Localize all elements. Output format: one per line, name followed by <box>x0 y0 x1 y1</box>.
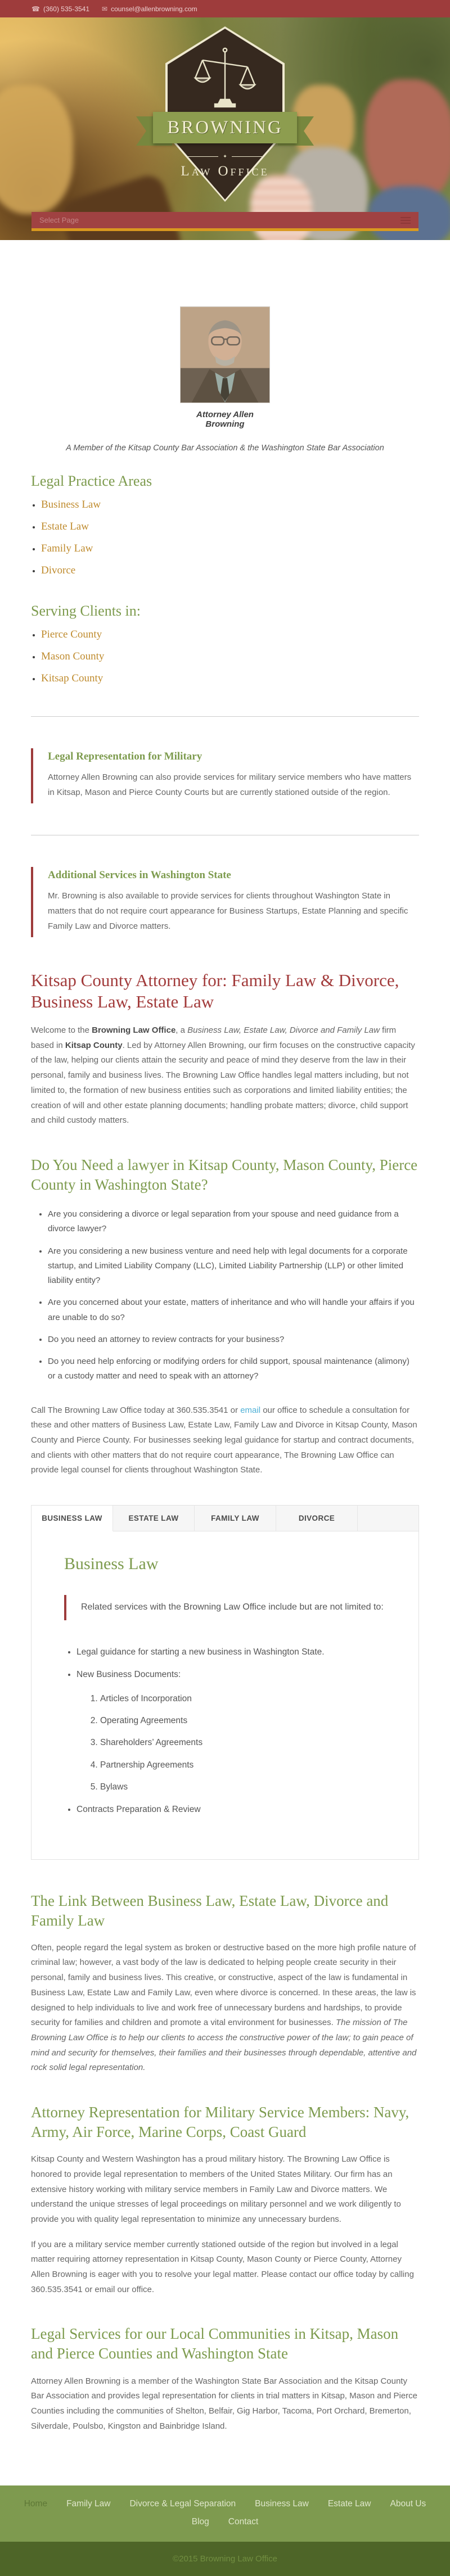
intro-bold-firm: Browning Law Office <box>92 1025 176 1036</box>
serving-clients-heading: Serving Clients in: <box>31 602 141 619</box>
list-item <box>41 672 419 685</box>
list-item <box>41 543 419 555</box>
related-services-callout <box>64 1595 402 1620</box>
phone-number: (360) 535-3541 <box>43 4 90 13</box>
practice-link-estate-law[interactable]: Estate Law <box>41 520 89 532</box>
phone-contact[interactable] <box>32 5 89 13</box>
footer-link-divorce-separation[interactable]: Divorce & Legal Separation <box>129 2499 236 2509</box>
intro-bold-county: Kitsap County <box>65 1040 123 1050</box>
email-link[interactable]: email <box>240 1405 261 1415</box>
list-item <box>41 650 419 663</box>
question-item: • Are you considering a divorce or legal separation from your spouse and need guidance from a divorce lawyer? <box>48 1207 419 1237</box>
mission-statement: The mission of The Browning Law Office is to help our clients to access the constructive power of the law; to gain peace of mind and security for themselves, their families and their businesses through dependable, attentive and rock solid legal representation. <box>31 2018 417 2073</box>
practice-areas-heading: Legal Practice Areas <box>31 473 152 489</box>
tab-business-law[interactable]: BUSINESS LAW <box>32 1506 113 1531</box>
document-item: 2. Operating Agreements <box>100 1714 402 1728</box>
cta-text: Call The Browning Law Office today at 360.535.3541 or <box>31 1405 241 1415</box>
bar-membership-line: A Member of the Kitsap County Bar Association & the Washington State Bar Association <box>66 444 384 453</box>
logo-ornament-divider: ✦ <box>165 153 285 160</box>
tab-bar <box>32 1506 418 1531</box>
county-link-pierce[interactable]: Pierce County <box>41 628 102 640</box>
phone-icon: ☎ <box>32 4 40 13</box>
footer-nav <box>0 2485 450 2542</box>
hamburger-menu-icon[interactable] <box>400 217 411 224</box>
military-callout <box>31 748 419 803</box>
practice-areas-list <box>31 499 419 577</box>
footer-link-blog[interactable]: Blog <box>191 2517 209 2527</box>
military-paragraph-1: Kitsap County and Western Washington has a proud military history. The Browning Law Office is honored to provide legal representation to members of the United States Military. Our firm has an extensive history working with military service members in Family Law and Divorce matters. We understand the unique stresses of legal proceedings on military personnel and we work diligently to provide you with quality legal representation to minimize any unnecessary burdens. <box>31 2154 401 2224</box>
document-item: 3. Shareholders’ Agreements <box>100 1736 402 1750</box>
service-item: • Contracts Preparation & Review <box>76 1802 402 1817</box>
footer-copyright-bar <box>0 2542 450 2576</box>
page-title: Kitsap County Attorney for: Family Law & Divorce, Business Law, Estate Law <box>31 970 399 1012</box>
list-item <box>41 629 419 641</box>
question-item: • Are you concerned about your estate, matters of inheritance and who will handle your affairs if you are unable to do so? <box>48 1295 419 1325</box>
section-divider <box>31 716 419 717</box>
callout-text: Related services with the Browning Law Office include but are not limited to: <box>81 1602 384 1612</box>
main-content <box>31 240 419 2434</box>
link-between-paragraph <box>31 1941 419 2076</box>
attorney-photo-caption: Attorney Allen Browning <box>196 410 254 429</box>
additional-services-callout <box>31 867 419 937</box>
scales-of-justice-icon <box>165 46 285 115</box>
hero-couple-photo-shirt <box>364 79 450 203</box>
practice-area-tabs <box>31 1505 419 1860</box>
intro-paragraph <box>31 1023 419 1128</box>
footer-link-about-us[interactable]: About Us <box>390 2499 426 2509</box>
hero-scales-photo <box>0 85 73 214</box>
tab-family-law[interactable]: FAMILY LAW <box>195 1506 276 1531</box>
callout-heading: Additional Services in Washington State <box>48 869 231 881</box>
email-contact[interactable] <box>102 5 197 13</box>
local-communities-heading: Legal Services for our Local Communities in Kitsap, Mason and Pierce Counties and Washington State <box>31 2325 399 2362</box>
footer-link-home[interactable]: Home <box>24 2499 48 2509</box>
footer-nav-row-1 <box>22 2499 428 2509</box>
question-item: • Do you need help enforcing or modifying orders for child support, spousal maintenance (alimony) or a custody matter and need to speak with an attorney? <box>48 1354 419 1384</box>
select-page-label[interactable]: Select Page <box>39 216 79 224</box>
footer-link-family-law[interactable]: Family Law <box>66 2499 111 2509</box>
footer-nav-row-2 <box>22 2517 428 2527</box>
military-representation-heading: Attorney Representation for Military Service Members: Navy, Army, Air Force, Marine Corps, Coast Guard <box>31 2103 410 2141</box>
document-item: 5. Bylaws <box>100 1780 402 1795</box>
document-item: 4. Partnership Agreements <box>100 1758 402 1773</box>
practice-link-family-law[interactable]: Family Law <box>41 542 93 554</box>
footer-link-estate-law[interactable]: Estate Law <box>327 2499 371 2509</box>
county-link-mason[interactable]: Mason County <box>41 650 105 662</box>
hero-banner <box>0 17 450 240</box>
tab-estate-law[interactable]: ESTATE LAW <box>113 1506 195 1531</box>
question-item: • Do you need an attorney to review contracts for your business? <box>48 1332 419 1347</box>
ribbon-banner <box>153 112 297 143</box>
logo-title: BROWNING <box>167 117 283 138</box>
callout-heading: Legal Representation for Military <box>48 750 202 762</box>
intro-text: . Led by Attorney Allen Browning, our firm focuses on the constructive capacity of the law, helping our clients attain the security and peace of mind they deserve from the law in their personal, family and business lives. The Browning Law Office handles legal matters including, but not limited to, the formation of new business entities such as corporations and limited liability entities; the creation of will and other estate planning documents; handling probate matters; divorce, child support and child custody matters. <box>31 1040 415 1126</box>
browning-law-office-logo <box>165 26 285 202</box>
email-address: counsel@allenbrowning.com <box>111 4 197 13</box>
footer-link-business-law[interactable]: Business Law <box>255 2499 309 2509</box>
list-item <box>41 521 419 533</box>
practice-link-business-law[interactable]: Business Law <box>41 498 101 510</box>
call-to-action-paragraph <box>31 1403 419 1478</box>
list-item <box>41 564 419 577</box>
question-item: • Are you considering a new business venture and need help with legal documents for a corporate startup, and Limited Liability Company (LLC), Limited Liability Partnership (LLP) or other limited liability entity? <box>48 1244 419 1289</box>
service-item <box>76 1667 402 1795</box>
tab-panel-business-law <box>32 1531 418 1859</box>
callout-text: Mr. Browning is also available to provide services for clients throughout Washington State in matters that do not require court appearance for Business Startups, Estate Planning and specific Family Law and Divorce matters. <box>48 891 408 931</box>
logo-subtitle: Law Office <box>181 164 269 179</box>
document-item: 1. Articles of Incorporation <box>100 1692 402 1706</box>
county-link-kitsap[interactable]: Kitsap County <box>41 672 104 684</box>
copyright-text: ©2015 Browning Law Office <box>173 2554 277 2564</box>
footer <box>0 2485 450 2576</box>
cta-text: our office to schedule a consultation for these and other matters of Business Law, Estate Law, Family Law and Divorce in Kitsap County, Mason County and Pierce County. For businesses seeking legal guidance for startup and contract documents, and clients with other matters that do not require court appearance, The Browning Law Office can provide legal counsel for clients throughout Washington State. <box>31 1405 417 1475</box>
list-item <box>41 499 419 511</box>
intro-italic-areas: Business Law, Estate Law, Divorce and Family Law <box>187 1025 380 1036</box>
tab-divorce[interactable]: DIVORCE <box>276 1506 358 1531</box>
military-paragraph-2: If you are a military service member currently stationed outside of the region but involved in a legal matter requiring attorney representation in Kitsap County, Mason County or Pierce County, Attorney Allen Browning is eager with you to resolve your legal matter. Please contact our office today by calling 360.535.3541 or email our office. <box>31 2239 414 2294</box>
service-item-label: New Business Documents: <box>76 1670 181 1680</box>
intro-text: Welcome to the <box>31 1025 92 1036</box>
tab-panel-heading: Business Law <box>64 1554 159 1574</box>
attorney-photo <box>180 306 270 403</box>
envelope-icon: ✉ <box>102 4 108 13</box>
need-lawyer-heading: Do You Need a lawyer in Kitsap County, Mason County, Pierce County in Washington State? <box>31 1156 418 1193</box>
link-between-heading: The Link Between Business Law, Estate Law, Divorce and Family Law <box>31 1892 389 1929</box>
need-lawyer-questions <box>31 1207 419 1384</box>
service-item: • Legal guidance for starting a new business in Washington State. <box>76 1645 402 1660</box>
new-business-documents-list <box>76 1692 402 1795</box>
intro-text: firm based in <box>31 1025 397 1050</box>
logo-ribbon <box>136 112 314 143</box>
page-nav-bar <box>32 212 418 231</box>
attorney-figure <box>179 306 271 429</box>
practice-link-divorce[interactable]: Divorce <box>41 564 76 576</box>
top-contact-bar <box>0 0 450 17</box>
intro-text: , a <box>176 1025 188 1036</box>
callout-text: Attorney Allen Browning can also provide services for military service members who have matters in Kitsap, Mason and Pierce County Courts but are currently stationed outside of the region. <box>48 772 412 797</box>
business-law-services-list <box>64 1645 402 1818</box>
footer-link-contact[interactable]: Contact <box>228 2517 259 2527</box>
link-between-text: Often, people regard the legal system as broken or destructive based on the more high profile nature of criminal law; however, a vast body of the law is dedicated to helping people create security in their personal, family and business lives. This creative, or constructive, aspect of the law is fundamental in Business Law, Estate Law and Family Law, even where divorce is concerned. In these areas, the law is designed to help individuals to live and work free of unnecessary burdens and hardships, to provide security for families and children and promote a vital environment for businesses. <box>31 1942 416 2028</box>
local-communities-paragraph: Attorney Allen Browning is a member of the Washington State Bar Association and the Kitsap County Bar Association and provides legal representation for clients in trial matters in Kitsap, Mason and Pierce Counties including the communities of Shelton, Belfair, Gig Harbor, Tacoma, Port Orchard, Bremerton, Silverdale, Poulsbo, Kingston and Bainbridge Island. <box>31 2376 418 2431</box>
serving-clients-list <box>31 629 419 685</box>
